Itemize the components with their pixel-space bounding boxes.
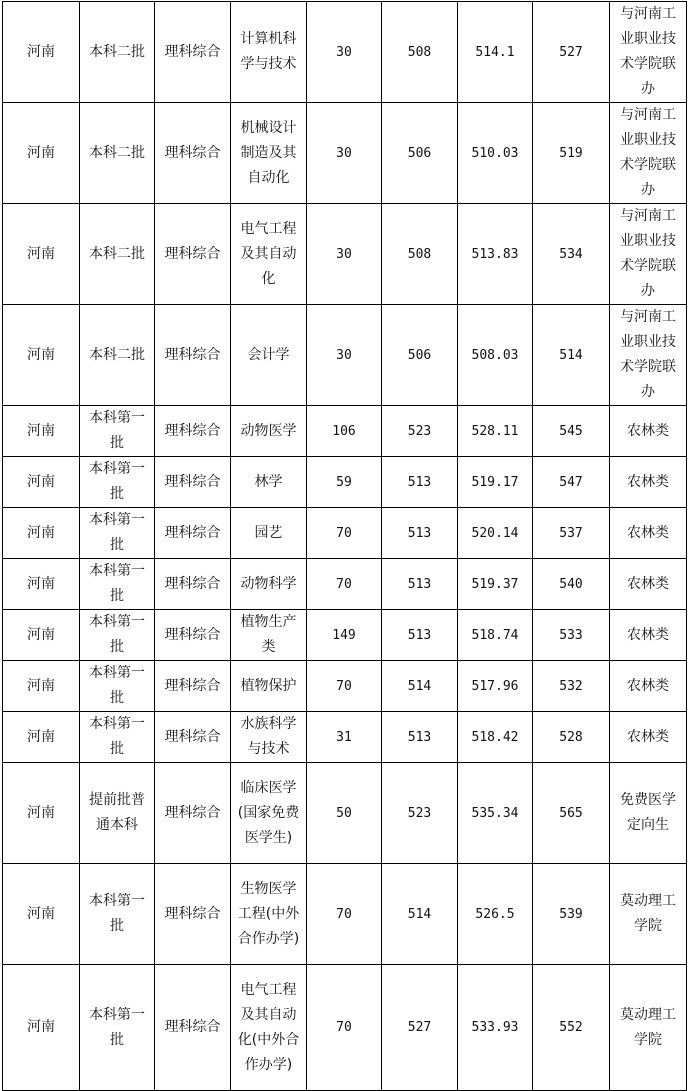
table-row bbox=[3, 661, 687, 712]
batch-cell: 本科第一批 bbox=[80, 661, 155, 712]
max-score-cell: 534 bbox=[533, 204, 610, 305]
province-cell: 河南 bbox=[3, 661, 80, 712]
plan-count-cell: 30 bbox=[307, 204, 382, 305]
admission-score-table bbox=[2, 1, 687, 1091]
province-cell: 河南 bbox=[3, 559, 80, 610]
province-cell: 河南 bbox=[3, 763, 80, 864]
table-row bbox=[3, 712, 687, 763]
major-cell: 林学 bbox=[231, 457, 307, 508]
province-cell: 河南 bbox=[3, 457, 80, 508]
plan-count-cell: 70 bbox=[307, 661, 382, 712]
batch-cell: 本科第一批 bbox=[80, 457, 155, 508]
plan-count-cell: 106 bbox=[307, 406, 382, 457]
plan-count-cell: 70 bbox=[307, 559, 382, 610]
avg-score-cell: 535.34 bbox=[458, 763, 533, 864]
batch-cell: 本科第一批 bbox=[80, 864, 155, 965]
min-score-cell: 514 bbox=[382, 864, 458, 965]
max-score-cell: 547 bbox=[533, 457, 610, 508]
min-score-cell: 508 bbox=[382, 2, 458, 103]
major-cell: 动物医学 bbox=[231, 406, 307, 457]
subject-cell: 理科综合 bbox=[155, 508, 231, 559]
avg-score-cell: 519.17 bbox=[458, 457, 533, 508]
plan-count-cell: 70 bbox=[307, 965, 382, 1091]
province-cell: 河南 bbox=[3, 864, 80, 965]
max-score-cell: 527 bbox=[533, 2, 610, 103]
avg-score-cell: 528.11 bbox=[458, 406, 533, 457]
avg-score-cell: 517.96 bbox=[458, 661, 533, 712]
table-row bbox=[3, 457, 687, 508]
note-cell: 农林类 bbox=[610, 508, 687, 559]
province-cell: 河南 bbox=[3, 508, 80, 559]
table-row bbox=[3, 508, 687, 559]
max-score-cell: 532 bbox=[533, 661, 610, 712]
note-cell: 农林类 bbox=[610, 712, 687, 763]
subject-cell: 理科综合 bbox=[155, 610, 231, 661]
batch-cell: 提前批普通本科 bbox=[80, 763, 155, 864]
batch-cell: 本科第一批 bbox=[80, 965, 155, 1091]
table-row bbox=[3, 559, 687, 610]
batch-cell: 本科第一批 bbox=[80, 559, 155, 610]
subject-cell: 理科综合 bbox=[155, 559, 231, 610]
subject-cell: 理科综合 bbox=[155, 965, 231, 1091]
subject-cell: 理科综合 bbox=[155, 457, 231, 508]
batch-cell: 本科二批 bbox=[80, 2, 155, 103]
subject-cell: 理科综合 bbox=[155, 204, 231, 305]
province-cell: 河南 bbox=[3, 2, 80, 103]
subject-cell: 理科综合 bbox=[155, 661, 231, 712]
province-cell: 河南 bbox=[3, 610, 80, 661]
note-cell: 莫动理工学院 bbox=[610, 965, 687, 1091]
note-cell: 与河南工业职业技术学院联办 bbox=[610, 103, 687, 204]
major-cell: 电气工程及其自动化 bbox=[231, 204, 307, 305]
table-row bbox=[3, 864, 687, 965]
min-score-cell: 506 bbox=[382, 305, 458, 406]
avg-score-cell: 520.14 bbox=[458, 508, 533, 559]
plan-count-cell: 70 bbox=[307, 864, 382, 965]
plan-count-cell: 30 bbox=[307, 2, 382, 103]
batch-cell: 本科二批 bbox=[80, 103, 155, 204]
avg-score-cell: 510.03 bbox=[458, 103, 533, 204]
plan-count-cell: 149 bbox=[307, 610, 382, 661]
province-cell: 河南 bbox=[3, 712, 80, 763]
plan-count-cell: 30 bbox=[307, 305, 382, 406]
major-cell: 动物科学 bbox=[231, 559, 307, 610]
max-score-cell: 514 bbox=[533, 305, 610, 406]
major-cell: 生物医学工程(中外合作办学) bbox=[231, 864, 307, 965]
max-score-cell: 565 bbox=[533, 763, 610, 864]
min-score-cell: 508 bbox=[382, 204, 458, 305]
avg-score-cell: 526.5 bbox=[458, 864, 533, 965]
avg-score-cell: 518.74 bbox=[458, 610, 533, 661]
subject-cell: 理科综合 bbox=[155, 305, 231, 406]
major-cell: 水族科学与技术 bbox=[231, 712, 307, 763]
note-cell: 农林类 bbox=[610, 406, 687, 457]
batch-cell: 本科第一批 bbox=[80, 712, 155, 763]
note-cell: 农林类 bbox=[610, 457, 687, 508]
table-row bbox=[3, 2, 687, 103]
avg-score-cell: 514.1 bbox=[458, 2, 533, 103]
plan-count-cell: 30 bbox=[307, 103, 382, 204]
province-cell: 河南 bbox=[3, 305, 80, 406]
note-cell: 农林类 bbox=[610, 559, 687, 610]
major-cell: 植物生产类 bbox=[231, 610, 307, 661]
note-cell: 农林类 bbox=[610, 610, 687, 661]
batch-cell: 本科第一批 bbox=[80, 508, 155, 559]
avg-score-cell: 508.03 bbox=[458, 305, 533, 406]
major-cell: 园艺 bbox=[231, 508, 307, 559]
province-cell: 河南 bbox=[3, 204, 80, 305]
min-score-cell: 523 bbox=[382, 406, 458, 457]
province-cell: 河南 bbox=[3, 965, 80, 1091]
avg-score-cell: 513.83 bbox=[458, 204, 533, 305]
avg-score-cell: 533.93 bbox=[458, 965, 533, 1091]
major-cell: 机械设计制造及其自动化 bbox=[231, 103, 307, 204]
min-score-cell: 513 bbox=[382, 610, 458, 661]
min-score-cell: 523 bbox=[382, 763, 458, 864]
table-row bbox=[3, 204, 687, 305]
max-score-cell: 540 bbox=[533, 559, 610, 610]
min-score-cell: 513 bbox=[382, 508, 458, 559]
table-row bbox=[3, 965, 687, 1091]
avg-score-cell: 519.37 bbox=[458, 559, 533, 610]
min-score-cell: 513 bbox=[382, 457, 458, 508]
max-score-cell: 533 bbox=[533, 610, 610, 661]
subject-cell: 理科综合 bbox=[155, 103, 231, 204]
min-score-cell: 506 bbox=[382, 103, 458, 204]
max-score-cell: 545 bbox=[533, 406, 610, 457]
max-score-cell: 552 bbox=[533, 965, 610, 1091]
batch-cell: 本科第一批 bbox=[80, 610, 155, 661]
batch-cell: 本科二批 bbox=[80, 204, 155, 305]
major-cell: 计算机科学与技术 bbox=[231, 2, 307, 103]
max-score-cell: 528 bbox=[533, 712, 610, 763]
table-row bbox=[3, 610, 687, 661]
subject-cell: 理科综合 bbox=[155, 864, 231, 965]
table-row bbox=[3, 406, 687, 457]
plan-count-cell: 59 bbox=[307, 457, 382, 508]
max-score-cell: 519 bbox=[533, 103, 610, 204]
province-cell: 河南 bbox=[3, 103, 80, 204]
subject-cell: 理科综合 bbox=[155, 712, 231, 763]
min-score-cell: 513 bbox=[382, 712, 458, 763]
subject-cell: 理科综合 bbox=[155, 2, 231, 103]
min-score-cell: 514 bbox=[382, 661, 458, 712]
note-cell: 与河南工业职业技术学院联办 bbox=[610, 204, 687, 305]
note-cell: 农林类 bbox=[610, 661, 687, 712]
subject-cell: 理科综合 bbox=[155, 763, 231, 864]
table-row bbox=[3, 103, 687, 204]
note-cell: 莫动理工学院 bbox=[610, 864, 687, 965]
table-row bbox=[3, 763, 687, 864]
max-score-cell: 537 bbox=[533, 508, 610, 559]
batch-cell: 本科二批 bbox=[80, 305, 155, 406]
province-cell: 河南 bbox=[3, 406, 80, 457]
major-cell: 临床医学(国家免费医学生) bbox=[231, 763, 307, 864]
major-cell: 植物保护 bbox=[231, 661, 307, 712]
max-score-cell: 539 bbox=[533, 864, 610, 965]
major-cell: 会计学 bbox=[231, 305, 307, 406]
subject-cell: 理科综合 bbox=[155, 406, 231, 457]
avg-score-cell: 518.42 bbox=[458, 712, 533, 763]
min-score-cell: 527 bbox=[382, 965, 458, 1091]
plan-count-cell: 31 bbox=[307, 712, 382, 763]
min-score-cell: 513 bbox=[382, 559, 458, 610]
major-cell: 电气工程及其自动化(中外合作办学) bbox=[231, 965, 307, 1091]
note-cell: 与河南工业职业技术学院联办 bbox=[610, 2, 687, 103]
table-row bbox=[3, 305, 687, 406]
note-cell: 与河南工业职业技术学院联办 bbox=[610, 305, 687, 406]
note-cell: 免费医学定向生 bbox=[610, 763, 687, 864]
plan-count-cell: 50 bbox=[307, 763, 382, 864]
plan-count-cell: 70 bbox=[307, 508, 382, 559]
batch-cell: 本科第一批 bbox=[80, 406, 155, 457]
